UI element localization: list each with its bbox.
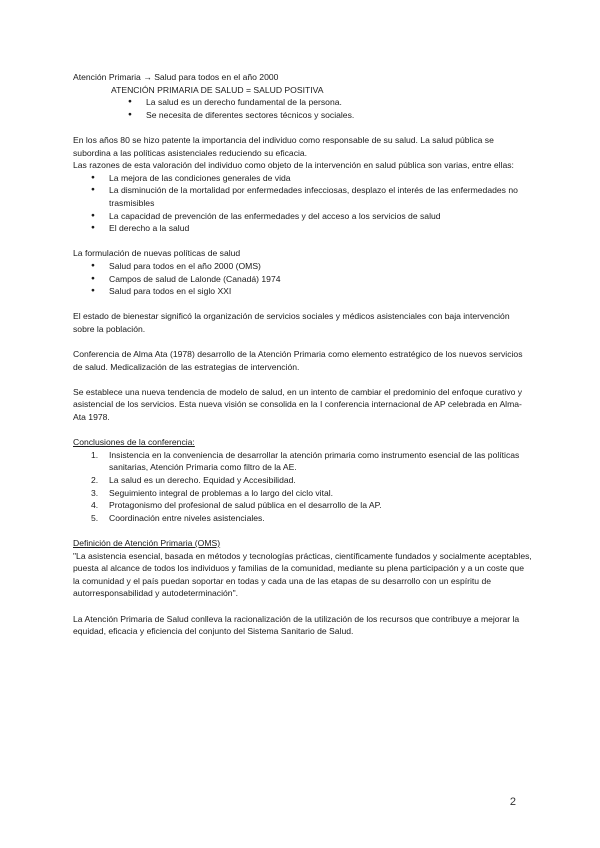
list-item: ● Salud para todos en el año 2000 (OMS)	[91, 260, 533, 273]
list-number: 2.	[91, 475, 99, 485]
list-item-text: Seguimiento integral de problemas a lo largo del ciclo vital.	[109, 487, 334, 498]
intro-title: Atención Primaria → Salud para todos en el año 2000	[73, 72, 279, 82]
policies-heading: La formulación de nuevas políticas de salud	[73, 248, 241, 259]
paragraph-reasons: Las razones de esta valoración del individuo como objeto de la intervención en salud pública son varias, entre ellas:	[73, 160, 514, 171]
list-item	[91, 474, 533, 487]
list-item: ● El derecho a la salud	[91, 222, 533, 235]
list-item: ● Salud para todos en el siglo XXI	[91, 285, 533, 298]
paragraph-closing: La Atención Primaria de Salud conlleva la racionalización de la utilización de los recursos que contribuye a mejorar la equidad, eficacia y eficiencia del conjunto del Sistema Sanitario de Salud.	[73, 613, 520, 637]
paragraph-80s: En los años 80 se hizo patente la importancia del individuo como responsable de su salud. La salud pública se subordina a las políticas asistenciales reduciendo su eficacia.	[73, 134, 494, 158]
page-number: 2	[509, 796, 516, 808]
list-number: 5.	[91, 512, 99, 523]
list-item-text: Insistencia en la conveniencia de desarrollar la atención primaria como instrumento esencial de las políticas sanitarias, Atención Primaria como filtro de la AE.	[109, 449, 520, 473]
list-item-text: Protagonismo del profesional de salud pública en el desarrollo de la AP.	[109, 500, 382, 511]
paragraph-new-trend: Se establece una nueva tendencia de modelo de salud, en un intento de cambiar el predominio del enfoque curativo y asistencial de los servicios. Esta nueva visión se consolida en la I conferencia internacional de AP celebrada en Alma-Ata 1978.	[73, 386, 523, 423]
definition-heading: Definición de Atención Primaria (OMS)	[73, 537, 221, 548]
list-item: ● Se necesita de diferentes sectores técnicos y sociales.	[128, 109, 533, 122]
page-content	[73, 71, 533, 638]
list-item: ● La salud es un derecho fundamental de la persona.	[128, 96, 533, 109]
list-item: ● Campos de salud de Lalonde (Canadá) 1974	[91, 273, 533, 286]
list-item	[91, 499, 533, 512]
list-item: ● La capacidad de prevención de las enfermedades y del acceso a los servicios de salud	[91, 210, 533, 223]
list-item: ● La mejora de las condiciones generales de vida	[91, 172, 533, 185]
paragraph-welfare: El estado de bienestar significó la organización de servicios sociales y médicos asistenciales con baja intervención sobre la población.	[73, 311, 510, 334]
list-item	[91, 487, 533, 500]
list-item-text: La salud es un derecho. Equidad y Accesibilidad.	[109, 475, 296, 485]
reasons-bullet-list	[91, 172, 533, 235]
policies-bullet-list	[91, 260, 533, 298]
list-number: 1.	[91, 449, 99, 460]
list-item-text: Coordinación entre niveles asistenciales.	[109, 512, 265, 523]
list-item	[91, 512, 533, 525]
intro-subtitle: ATENCIÓN PRIMARIA DE SALUD = SALUD POSITIVA	[111, 84, 324, 95]
definition-quote: "La asistencia esencial, basada en métodos y tecnologías prácticas, científicamente fundados y socialmente aceptables, puesta al alcance de todos los individuos y familias de la comunidad, mediante su plena participación y a un coste que la comunidad y el país puedan soportar en todas y cada una de las etapas de su desarrollo con un espíritu de autorresponsabilidad y autodeterminación".	[73, 550, 532, 599]
conclusions-list	[91, 449, 533, 525]
list-number: 3.	[91, 487, 99, 498]
list-number: 4.	[91, 500, 99, 511]
paragraph-alma-ata: Conferencia de Alma Ata (1978) desarrollo de la Atención Primaria como elemento estratégico de los nuevos servicios de salud. Medicalización de las estrategias de intervención.	[73, 349, 523, 372]
conclusions-heading: Conclusiones de la conferencia:	[73, 437, 195, 448]
list-item	[91, 449, 533, 474]
list-item: ● La disminución de la mortalidad por enfermedades infecciosas, desplazo el interés de las enfermedades no trasmisibles	[91, 184, 533, 209]
intro-bullet-list	[128, 96, 533, 121]
